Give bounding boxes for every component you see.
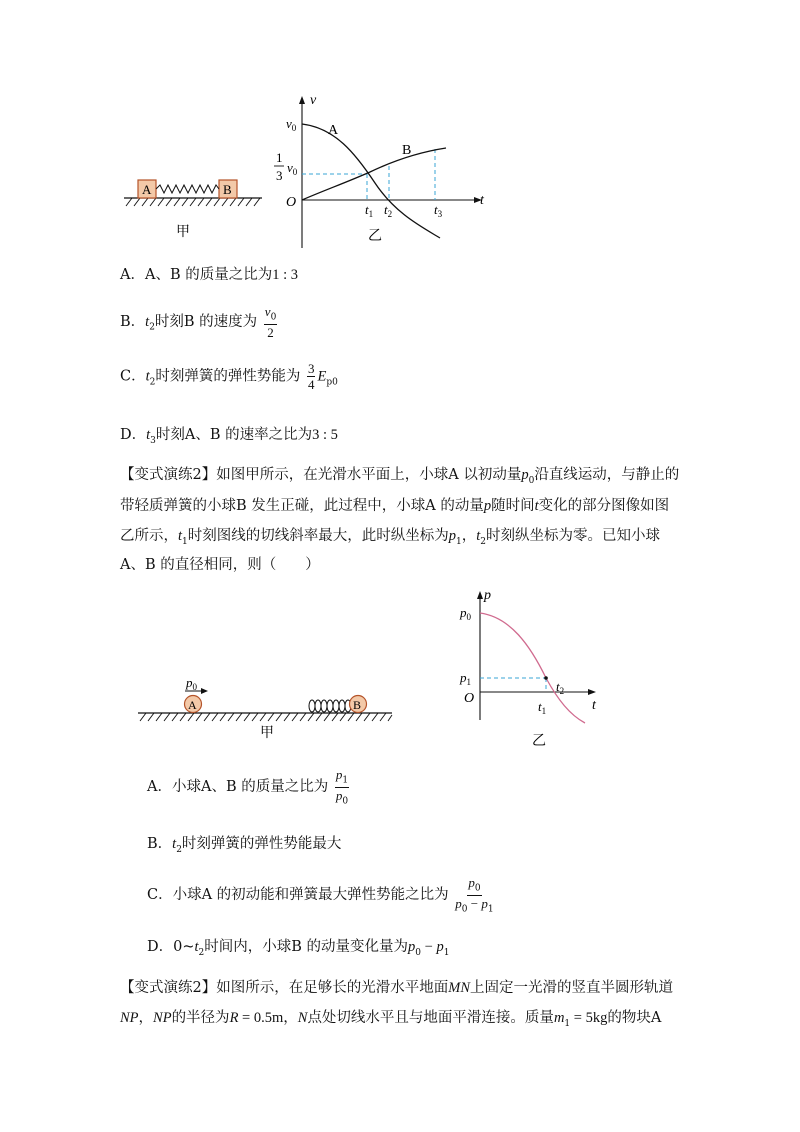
q3-heading: 【变式演练2】 (120, 980, 217, 996)
q2-option-a: A．小球A、B 的质量之比为 $\frac{p_1}{p_0}$ (147, 767, 349, 807)
p1-axis-label: $p_1$ (460, 670, 471, 687)
third-den: 3 (276, 168, 283, 183)
q1-option-a: A．A、B 的质量之比为1 : 3 (120, 267, 298, 283)
caption-yi-2: 乙 (532, 734, 546, 749)
q2-option-c: C．小球A 的初动能和弹簧最大弹性势能之比为 $\frac{p_0}{p_0 - p_1}$ (147, 875, 494, 915)
q2-line-1: 【变式演练2】如图甲所示，在光滑水平面上，小球A 以初动量$p_0$沿直线运动，与静止的 (120, 467, 680, 486)
q2-option-b: B．$t_2$时刻弹簧的弹性势能最大 (147, 836, 342, 855)
caption-yi-1: 乙 (368, 229, 382, 244)
q2-option-d: D．$0\sim t_2$时间内，小球B 的动量变化量为$p_0 - p_1$ (147, 939, 450, 958)
q2-line-2: 带轻质弹簧的小球B 发生正碰，此过程中，小球A 的动量p随时间t变化的部分图像如图 (120, 498, 670, 514)
t1-label: $t_1$ (365, 202, 374, 219)
origin-label: O (286, 195, 297, 210)
tangent-point (544, 676, 548, 680)
origin-label-2: O (464, 691, 475, 706)
spring (156, 185, 219, 193)
q2-heading: 【变式演练2】 (120, 467, 217, 483)
third-v0: $v_0$ (287, 160, 298, 177)
axis-t-label: t (480, 193, 484, 208)
axis-v-label: v (310, 93, 317, 108)
axis-t-label-2: t (592, 698, 596, 713)
figure-1 (110, 88, 500, 248)
third-num: 1 (276, 150, 283, 165)
arrow-right-icon (201, 688, 208, 694)
momentum-curve (480, 613, 585, 723)
block-b-label: B (223, 182, 232, 197)
caption-jia-1: 甲 (176, 225, 190, 240)
p0-arrow-label: $p_0$ (186, 675, 197, 692)
ball-a-label: A (188, 698, 197, 712)
ball-b-label: B (353, 698, 362, 712)
caption-jia-2: 甲 (260, 726, 274, 741)
q1-option-c: C．$t_2$时刻弹簧的弹性势能为 $\frac{3}{4}$ $E_{p0}$ (120, 361, 338, 392)
spring-coil (309, 700, 351, 712)
block-a-label: A (142, 182, 152, 197)
axis-p-label: p (484, 588, 491, 603)
q2-line-4: A、B 的直径相同，则（ ） (120, 557, 320, 573)
v0-label: $v_0$ (286, 116, 297, 133)
t2-label-2: $t_2$ (556, 679, 565, 696)
q1-option-b: B．$t_2$时刻B 的速度为 $\frac{v_0}{2}$ (120, 304, 277, 340)
curve-b-label: B (402, 143, 412, 158)
figure-2 (130, 585, 610, 750)
p0-axis-label: $p_0$ (460, 605, 471, 622)
q3-line-1: 【变式演练2】如图所示，在足够长的光滑水平地面MN上固定一光滑的竖直半圆形轨道 (120, 980, 673, 996)
t1-label-2: $t_1$ (538, 699, 547, 716)
t3-label: $t_3$ (434, 202, 443, 219)
q3-line-2: NP，NP的半径为R = 0.5m，N点处切线水平且与地面平滑连接。质量$m_1 = 5kg$的物块A (120, 1010, 662, 1029)
curve-a (302, 124, 440, 238)
t2-label: $t_2$ (384, 202, 393, 219)
q1-option-d: D．$t_3$时刻A、B 的速率之比为3 : 5 (120, 427, 338, 446)
q2-line-3: 乙所示，$t_1$时刻图线的切线斜率最大，此时纵坐标为$p_1$，$t_2$时刻纵坐标为零。已知小球 (120, 528, 661, 547)
curve-a-label: A (328, 123, 339, 138)
